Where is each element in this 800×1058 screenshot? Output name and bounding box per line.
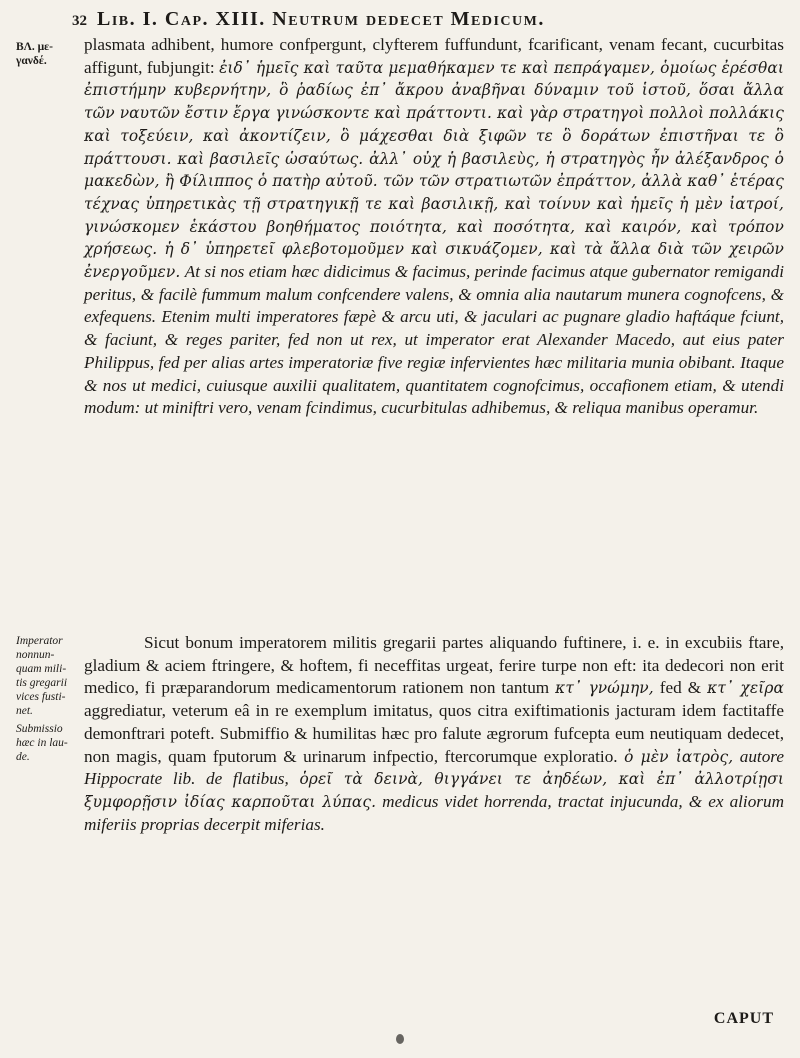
running-head: Lib. I. Cap. XIII. Neutrum dedecet Medicum. <box>97 8 545 30</box>
margin-note-submissio: Submissio hæc in lau- de. <box>16 723 68 763</box>
ink-mark <box>396 1034 404 1044</box>
page-number: 32 <box>72 13 87 29</box>
text-block-imperator <box>84 632 784 836</box>
catchword: CAPUT <box>713 1010 774 1027</box>
text-block-quote <box>84 34 784 420</box>
greek-quote: ἐιδ᾽ ἡμεῖς καὶ ταῦτα μεμαθήκαμεν τε καὶ πεπράγαμεν, ὁμοίως ἐρέσθαι ἐπιστήμην κυβερνήτην, ὃ ῥαδίως ἐπ᾽ ἄκρου ἀναβῆναι δύναμιν τοῦ ἱστοῦ, ὅσαι ἄλλα τῶν ναυτῶν ἔστιν ἔργα γινώσκοντε καὶ πράττοντι. καὶ γὰρ στρατηγοὶ πολλοὶ πολλάκις καὶ τοξεύειν, καὶ ἀκοντίζειν, ὃ μάχεσθαι διὰ ξιφῶν τε ὃ δοράτων ἐπιστῆναι τε ὃ πράττουσι. καὶ βασιλεῖς ὡσαύτως. ἀλλ᾽ οὐχ ἡ βασιλεὺς, ἡ στρατηγὸς ἦν ἀλέξανδρος ὁ μακεδὼν, ἢ Φίλιππος ὁ πατὴρ αὐτοῦ. τῶν τῶν στρατιωτῶν ἐπράττον, ἀλλὰ καθ᾽ ἑτέρας τέχνας ὑπηρετικὰς τῇ στρατηγικῇ τε καὶ βασιλικῇ, καὶ τοίνυν καὶ ἡμεῖς ἡ μὲν ἰατροί, γινώσκομεν ἑκάστου βοηθήματος ποιότητα, καὶ ποσότητα, καὶ καιρόν, καὶ τρόπον χρήσεως. ἡ δ᾽ ὑπηρετεῖ φλεβοτομοῦμεν καὶ σικυάζομεν, καὶ τὰ ἄλλα διὰ τῶν χειρῶν ἐνεργοῦμεν. <box>84 58 785 282</box>
hippocrates-citation: autore Hippocrate lib. de flatibus, <box>84 746 784 789</box>
paragraph-mid-1: fed & <box>659 678 702 698</box>
paragraph-start: Sicut bonum imperatorem militis gregarii partes aliquando fuftinere, i. e. in excubiis ftare, gladium & aciem ftringere, & hoftem, fi neceffitas urgeat, ferire turpe non eft: ita dedecori non erit medico, fi præparandorum medicamentorum rationem non tantum <box>84 633 784 698</box>
margin-note-imperator: Imperator nonnun- quam mili- tis gregarii vices fusti- net. <box>16 635 68 717</box>
greek-phrase-1: κτ᾽ γνώμην, <box>555 679 654 698</box>
page-header <box>72 8 792 36</box>
paragraph-imperator <box>84 632 784 836</box>
greek-phrase-3: ὁ μὲν ἰατρὸς, <box>624 747 734 766</box>
latin-hippocrates-translation: medicus videt horrenda, tractat injucunda, & ex aliorum miferiis proprias decerpit miferias. <box>84 791 784 834</box>
latin-translation: At si nos etiam hæc didicimus & facimus, perinde facimus atque gubernator remigandi peritus, & facilè fummum malum confcendere valens, & omnia alia nautarum munera cognofcens, & exfequens. Etenim multi imperatores fæpè & arcu uti, & jaculari ac pugnare gladio haftáque fciunt, & faciunt, & reges pariter, fed non ut rex, ut imperator erat Alexander Macedo, aut eius pater Philippus, fed per alias artes imperatoriæ five regiæ infervientes hæc militaria munia obibant. Itaque & nos ut medici, cuiusque auxilii qualitatem, quantitatem cognofcimus, occafionem etiam, & utendi modum: ut miniftri vero, venam fcindimus, cucurbitulas adhibemus, & reliqua manibus operamur. <box>84 262 784 418</box>
margin-note-greek: ΒΛ. με- γανδέ. <box>16 41 53 67</box>
paragraph-greek-quote <box>84 34 784 420</box>
greek-phrase-2: κτ᾽ χεῖρα <box>707 679 784 698</box>
greek-hippocrates-quote: ὁρεῖ τὰ δεινὰ, θιγγάνει τε ἀηδέων, καὶ ἐπ᾽ ἀλλοτρίῃσι ξυμφορῇσιν ἰδίας καρποῦται λύπας. <box>84 770 784 811</box>
paragraph-mid-2: aggrediatur, veterum eâ in re exemplum imitatus, quos citra exiftimationis jacturam idem factitaffe demonftrari poteft. Submiffio & humilitas hæc pro falute ægrorum fufcepta eum neutiquam dedecet, non magis, quam fputorum & urinarum infpectio, ftercorumque exploratio. <box>84 701 784 766</box>
latin-intro: plasmata adhibent, humore confpergunt, clyfterem fuffundunt, fcarificant, venam fecant, cucurbitas affigunt, fubjungit: <box>84 35 784 77</box>
